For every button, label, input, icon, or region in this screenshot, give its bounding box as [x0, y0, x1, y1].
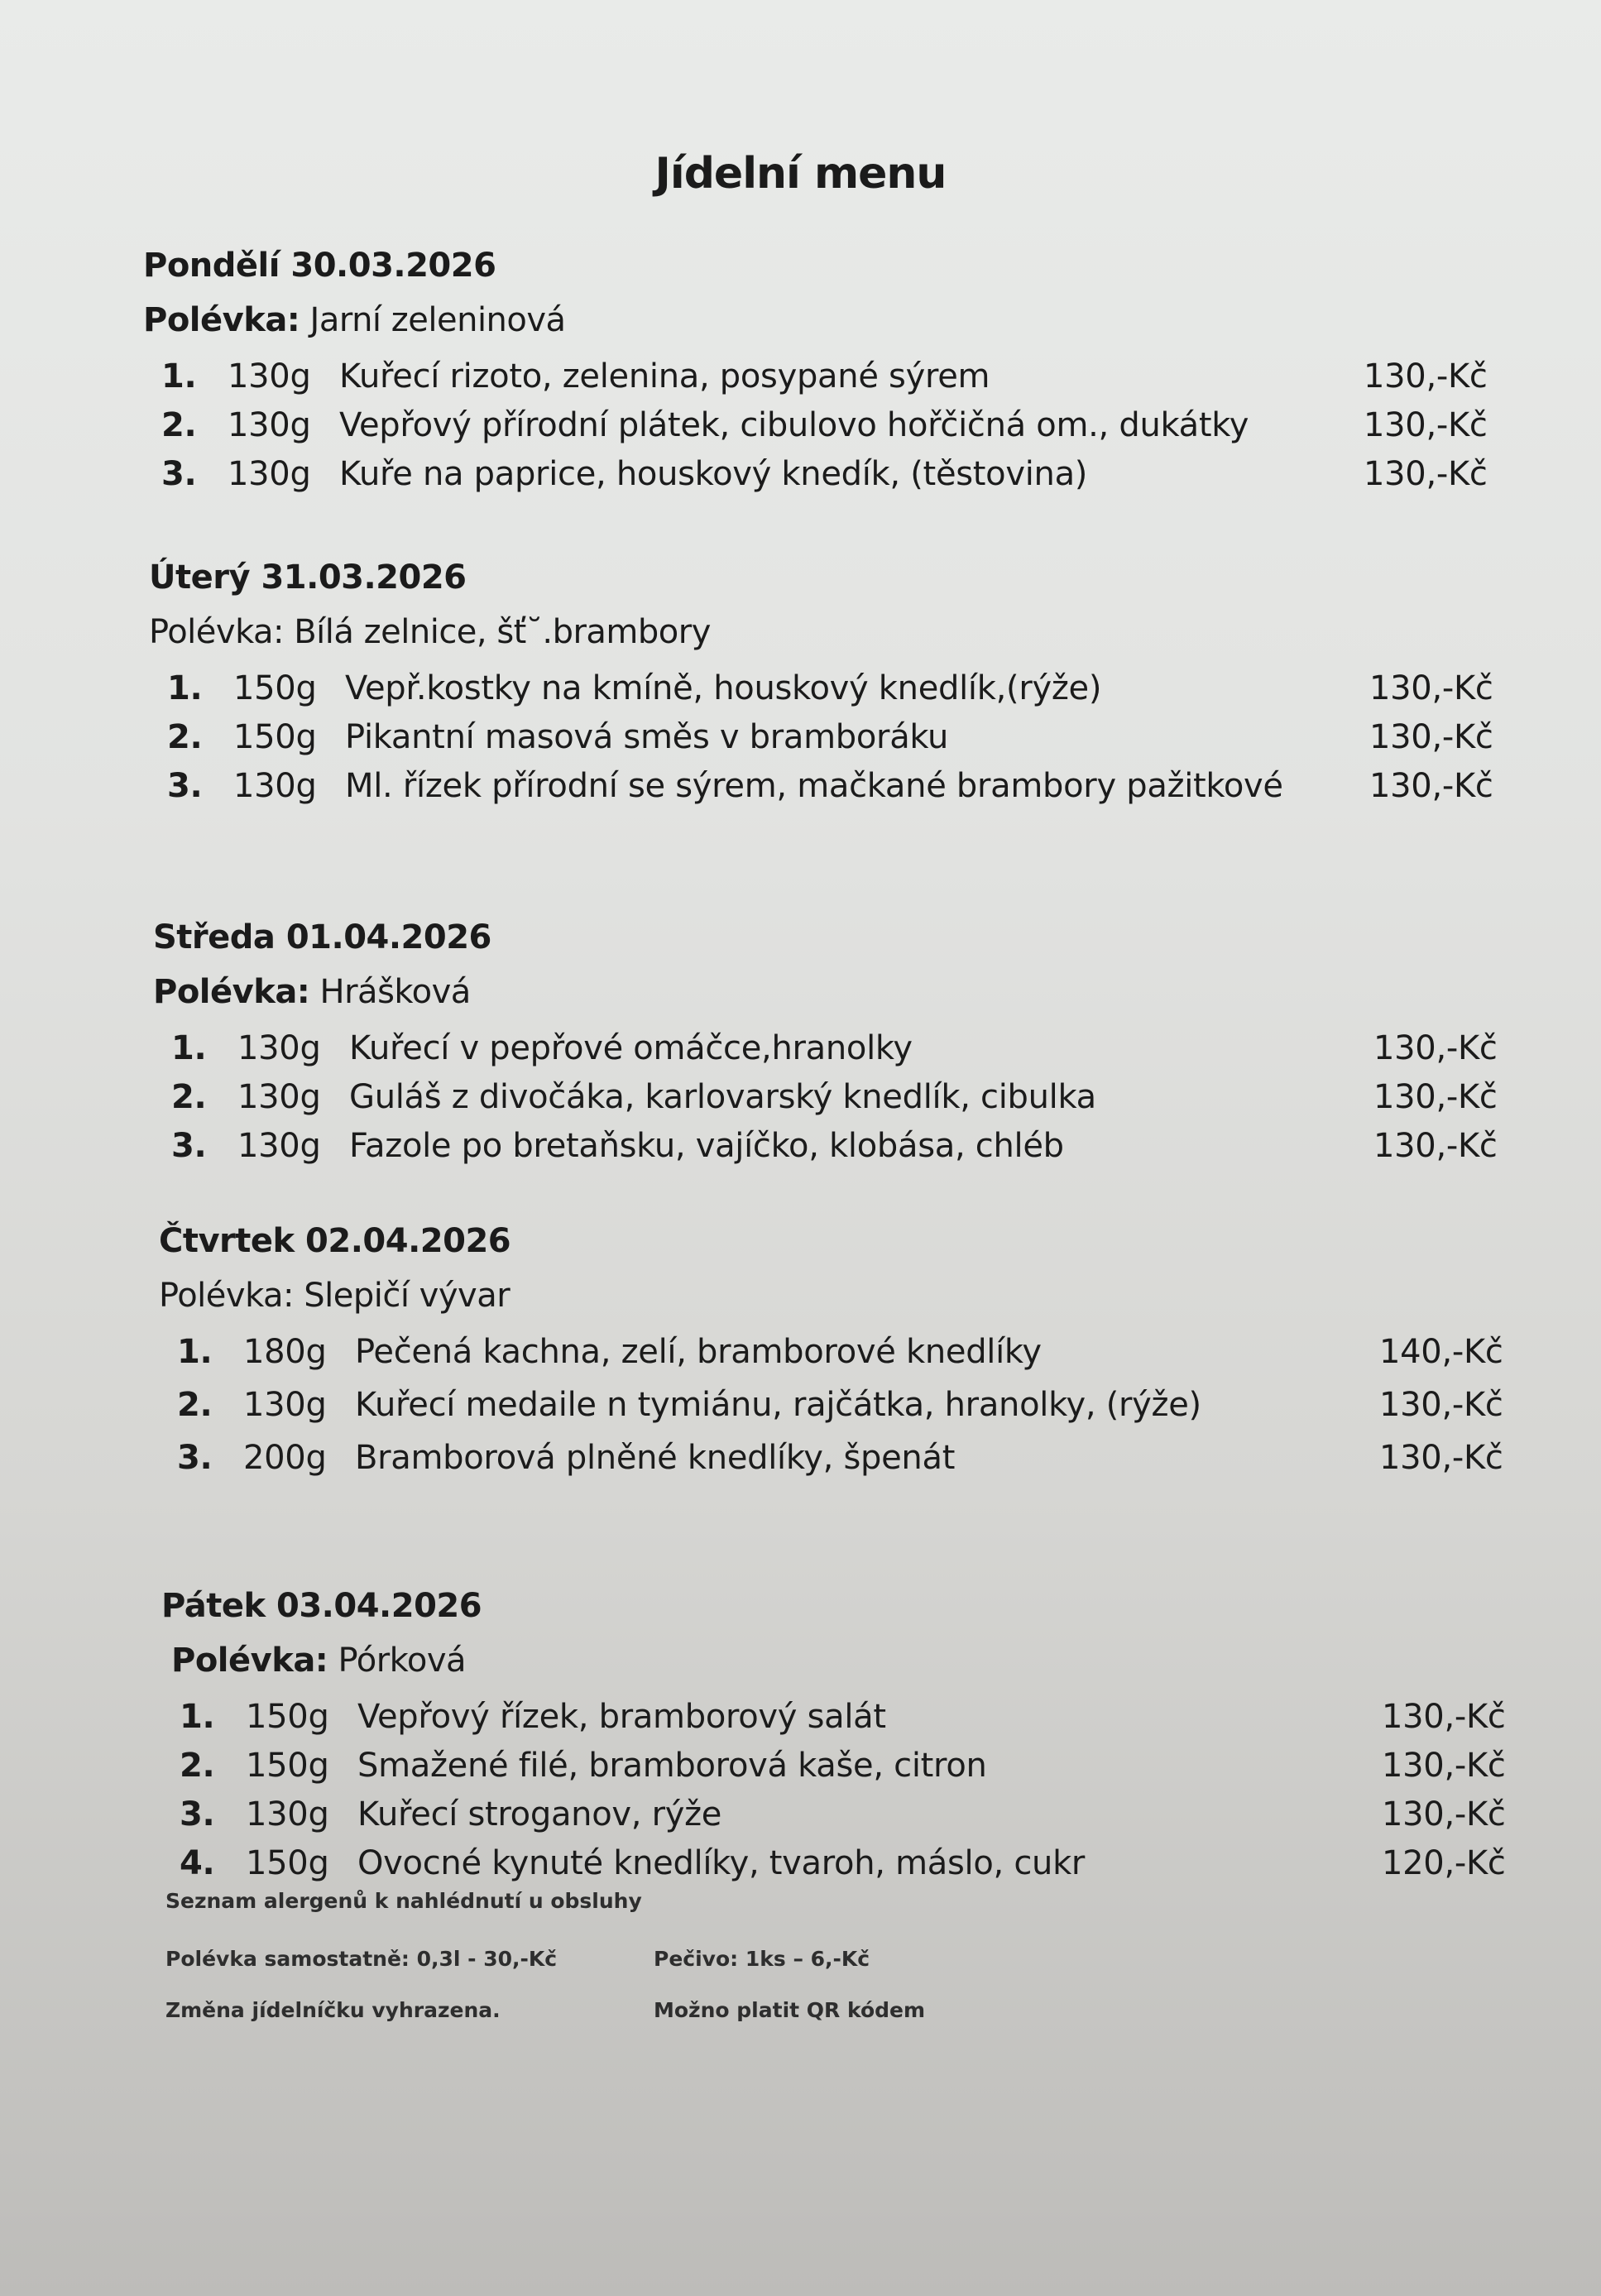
dish-row	[161, 1698, 1527, 1747]
dish-number: 1.	[177, 1333, 213, 1371]
dish-name: Bramborová plněné knedlíky, špenát	[355, 1439, 956, 1477]
note-row	[165, 1889, 925, 1947]
dish-number: 2.	[180, 1747, 215, 1785]
dish-price: 140,-Kč	[1379, 1333, 1503, 1371]
dish-name: Fazole po bretaňsku, vajíčko, klobása, chléb	[349, 1127, 1064, 1165]
soup-name: Hrášková	[319, 973, 471, 1011]
dish-price: 130,-Kč	[1379, 1386, 1503, 1424]
dish-number: 2.	[177, 1386, 213, 1424]
dish-price: 130,-Kč	[1369, 669, 1493, 707]
dish-row	[149, 718, 1514, 767]
day-heading: Středa 01.04.2026	[153, 918, 491, 956]
day-heading: Úterý 31.03.2026	[149, 558, 467, 597]
note-row	[165, 1947, 925, 1998]
dish-price: 130,-Kč	[1373, 1029, 1498, 1067]
dish-list	[159, 1333, 1524, 1492]
dish-row	[159, 1439, 1524, 1492]
dish-number: 1.	[171, 1029, 207, 1067]
dish-price: 130,-Kč	[1364, 406, 1488, 444]
dish-price: 130,-Kč	[1373, 1078, 1498, 1116]
soup-line	[149, 613, 1514, 651]
dish-list	[153, 1029, 1518, 1176]
dish-weight: 130g	[237, 1029, 321, 1067]
dish-number: 1.	[161, 357, 197, 395]
dish-weight: 130g	[246, 1795, 329, 1833]
dish-number: 3.	[171, 1127, 207, 1165]
dish-number: 2.	[161, 406, 197, 444]
bread-note: Pečivo: 1ks – 6,-Kč	[654, 1947, 870, 1971]
dish-weight: 130g	[243, 1386, 327, 1424]
soup-label: Polévka:	[143, 301, 300, 339]
soup-label: Polévka:	[149, 613, 285, 651]
soup-name: Bílá zelnice, šť˘.brambory	[294, 613, 711, 651]
dish-weight: 180g	[243, 1333, 327, 1371]
dish-price: 130,-Kč	[1369, 718, 1493, 756]
dish-price: 130,-Kč	[1382, 1795, 1506, 1833]
dish-row	[153, 1029, 1518, 1078]
dish-name: Kuřecí v pepřové omáčce,hranolky	[349, 1029, 913, 1067]
dish-price: 130,-Kč	[1379, 1439, 1503, 1477]
dish-name: Ml. řízek přírodní se sýrem, mačkané brambory pažitkové	[345, 767, 1283, 805]
soup-label: Polévka:	[159, 1277, 295, 1315]
dish-name: Kuře na paprice, houskový knedík, (těstovina)	[339, 455, 1088, 493]
dish-name: Kuřecí rizoto, zelenina, posypané sýrem	[339, 357, 990, 395]
dish-price: 130,-Kč	[1364, 455, 1488, 493]
page-title: Jídelní menu	[654, 149, 947, 199]
soup-name: Slepičí vývar	[304, 1277, 510, 1315]
dish-price: 130,-Kč	[1373, 1127, 1498, 1165]
dish-number: 4.	[180, 1844, 215, 1882]
day-section-monday	[143, 247, 1508, 504]
dish-weight: 150g	[246, 1698, 329, 1736]
dish-weight: 130g	[233, 767, 317, 805]
dish-row	[153, 1078, 1518, 1127]
dish-row	[153, 1127, 1518, 1176]
dish-price: 130,-Kč	[1364, 357, 1488, 395]
dish-row	[149, 767, 1514, 816]
dish-name: Vepřový řízek, bramborový salát	[357, 1698, 886, 1736]
dish-row	[149, 669, 1514, 718]
dish-price: 130,-Kč	[1369, 767, 1493, 805]
dish-weight: 200g	[243, 1439, 327, 1477]
soup-line	[161, 1642, 1527, 1680]
dish-name: Ovocné kynuté knedlíky, tvaroh, máslo, cukr	[357, 1844, 1086, 1882]
dish-name: Smažené filé, bramborová kaše, citron	[357, 1747, 987, 1785]
day-heading: Čtvrtek 02.04.2026	[159, 1222, 511, 1260]
dish-row	[161, 1795, 1527, 1844]
dish-name: Pečená kachna, zelí, bramborové knedlíky	[355, 1333, 1042, 1371]
day-section-tuesday	[149, 558, 1514, 816]
dish-row	[143, 357, 1508, 406]
dish-list	[143, 357, 1508, 504]
dish-number: 3.	[161, 455, 197, 493]
soup-label: Polévka:	[153, 973, 310, 1011]
dish-weight: 150g	[233, 669, 317, 707]
change-reserved-note: Změna jídelníčku vyhrazena.	[165, 1998, 501, 2022]
dish-number: 3.	[180, 1795, 215, 1833]
soup-label: Polévka:	[171, 1642, 328, 1680]
soup-line	[153, 973, 1518, 1011]
day-section-thursday	[159, 1222, 1524, 1492]
dish-number: 3.	[167, 767, 203, 805]
dish-price: 130,-Kč	[1382, 1698, 1506, 1736]
dish-row	[161, 1844, 1527, 1893]
dish-name: Kuřecí medaile n tymiánu, rajčátka, hranolky, (rýže)	[355, 1386, 1201, 1424]
day-heading: Pondělí 30.03.2026	[143, 247, 496, 285]
dish-number: 1.	[180, 1698, 215, 1736]
dish-number: 2.	[167, 718, 203, 756]
dish-row	[159, 1333, 1524, 1386]
dish-name: Vepřový přírodní plátek, cibulovo hořčičná om., dukátky	[339, 406, 1249, 444]
soup-line	[143, 301, 1508, 339]
dish-weight: 130g	[237, 1078, 321, 1116]
qr-payment-note: Možno platit QR kódem	[654, 1998, 926, 2022]
dish-weight: 130g	[228, 357, 311, 395]
dish-weight: 130g	[228, 455, 311, 493]
soup-name: Pórková	[338, 1642, 467, 1680]
dish-weight: 130g	[228, 406, 311, 444]
soup-separate-note: Polévka samostatně: 0,3l - 30,-Kč	[165, 1947, 558, 1971]
soup-name: Jarní zeleninová	[309, 301, 566, 339]
dish-weight: 150g	[246, 1747, 329, 1785]
dish-number: 3.	[177, 1439, 213, 1477]
dish-name: Vepř.kostky na kmíně, houskový knedlík,(rýže)	[345, 669, 1102, 707]
dish-weight: 130g	[237, 1127, 321, 1165]
soup-line	[159, 1277, 1524, 1315]
dish-list	[149, 669, 1514, 816]
day-heading: Pátek 03.04.2026	[161, 1587, 482, 1625]
dish-weight: 150g	[233, 718, 317, 756]
dish-weight: 150g	[246, 1844, 329, 1882]
note-row	[165, 1998, 925, 2049]
dish-row	[143, 455, 1508, 504]
day-section-friday	[161, 1587, 1527, 1893]
dish-row	[159, 1386, 1524, 1439]
allergens-note: Seznam alergenů k nahlédnutí u obsluhy	[165, 1889, 642, 1913]
dish-row	[143, 406, 1508, 455]
dish-price: 120,-Kč	[1382, 1844, 1506, 1882]
dish-name: Kuřecí stroganov, rýže	[357, 1795, 722, 1833]
dish-number: 1.	[167, 669, 203, 707]
dish-price: 130,-Kč	[1382, 1747, 1506, 1785]
day-section-wednesday	[153, 918, 1518, 1176]
dish-number: 2.	[171, 1078, 207, 1116]
dish-list	[161, 1698, 1527, 1893]
dish-name: Pikantní masová směs v bramboráku	[345, 718, 949, 756]
dish-row	[161, 1747, 1527, 1795]
dish-name: Guláš z divočáka, karlovarský knedlík, cibulka	[349, 1078, 1096, 1116]
footer-notes	[165, 1889, 925, 2049]
